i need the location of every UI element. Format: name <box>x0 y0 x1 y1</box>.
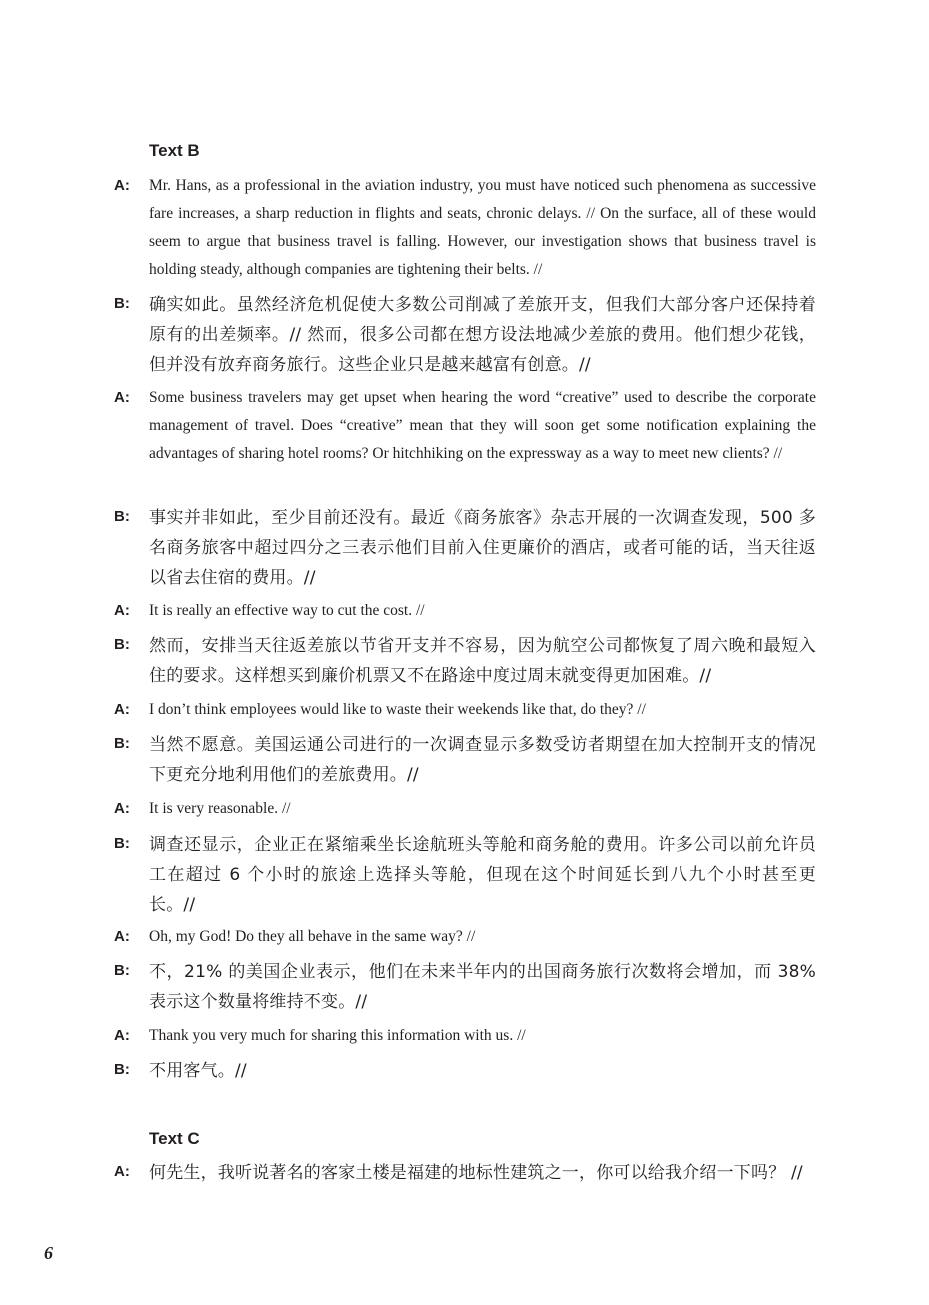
speaker-label: B: <box>114 835 130 852</box>
turn-text: 不，21% 的美国企业表示，他们在未来半年内的出国商务旅行次数将会增加，而 38% 表示这个数量将维持不变。// <box>149 962 816 1012</box>
speaker-label: B: <box>114 735 130 752</box>
speaker-label: B: <box>114 508 130 525</box>
turn-text: 然而，安排当天往返差旅以节省开支并不容易，因为航空公司都恢复了周六晚和最短入住的要求。这样想买到廉价机票又不在路途中度过周末就变得更加困难。// <box>149 636 816 686</box>
turn-text: 不用客气。// <box>149 1061 247 1081</box>
speaker-label: B: <box>114 1061 130 1078</box>
turn-text: 事实并非如此，至少目前还没有。最近《商务旅客》杂志开展的一次调查发现，500 多名商务旅客中超过四分之三表示他们目前入住更廉价的酒店，或者可能的话，当天往返以省去住宿的费用。// <box>149 508 816 588</box>
speaker-label: A: <box>114 928 130 945</box>
speaker-label: A: <box>114 389 130 406</box>
speaker-label: B: <box>114 962 130 979</box>
turn-text: Thank you very much for sharing this information with us. // <box>149 1027 526 1044</box>
turn-text: 何先生，我听说著名的客家土楼是福建的地标性建筑之一，你可以给我介绍一下吗？ // <box>149 1163 803 1183</box>
turn-text: It is very reasonable. // <box>149 800 291 817</box>
section-c-title: Text C <box>149 1129 200 1148</box>
turn-text: Mr. Hans, as a professional in the aviation industry, you must have noticed such phenomena as successive fare increases, a sharp reduction in flights and seats, chronic delays. // On the surface, all of these would seem to argue that business travel is falling. However, our investigation shows that business travel is holding steady, although companies are tightening their belts. // <box>149 177 816 278</box>
speaker-label: A: <box>114 1163 130 1180</box>
speaker-label: A: <box>114 1027 130 1044</box>
turn-text: 确实如此。虽然经济危机促使大多数公司削减了差旅开支，但我们大部分客户还保持着原有的出差频率。// 然而，很多公司都在想方设法地减少差旅的费用。他们想少花钱，但并没有放弃商务旅行。这些企业只是越来越富有创意。// <box>149 295 816 375</box>
speaker-label: B: <box>114 295 130 312</box>
turn-text: Oh, my God! Do they all behave in the same way? // <box>149 928 476 945</box>
page-number: 6 <box>44 1243 53 1263</box>
turn-text: It is really an effective way to cut the cost. // <box>149 602 425 619</box>
turn-text: I don’t think employees would like to waste their weekends like that, do they? // <box>149 701 646 718</box>
speaker-label: A: <box>114 602 130 619</box>
turn-text: Some business travelers may get upset when hearing the word “creative” used to describe the corporate management of travel. Does “creative” mean that they will soon get some notification explaining the advantages of sharing hotel rooms? Or hitchhiking on the expressway as a way to meet new clients? // <box>149 389 816 462</box>
speaker-label: A: <box>114 701 130 718</box>
section-b-title: Text B <box>149 141 200 160</box>
speaker-label: A: <box>114 800 130 817</box>
speaker-label: A: <box>114 177 130 194</box>
turn-text: 当然不愿意。美国运通公司进行的一次调查显示多数受访者期望在加大控制开支的情况下更充分地利用他们的差旅费用。// <box>149 735 816 785</box>
speaker-label: B: <box>114 636 130 653</box>
turn-text: 调查还显示，企业正在紧缩乘坐长途航班头等舱和商务舱的费用。许多公司以前允许员工在超过 6 个小时的旅途上选择头等舱，但现在这个时间延长到八九个小时甚至更长。// <box>149 835 816 915</box>
